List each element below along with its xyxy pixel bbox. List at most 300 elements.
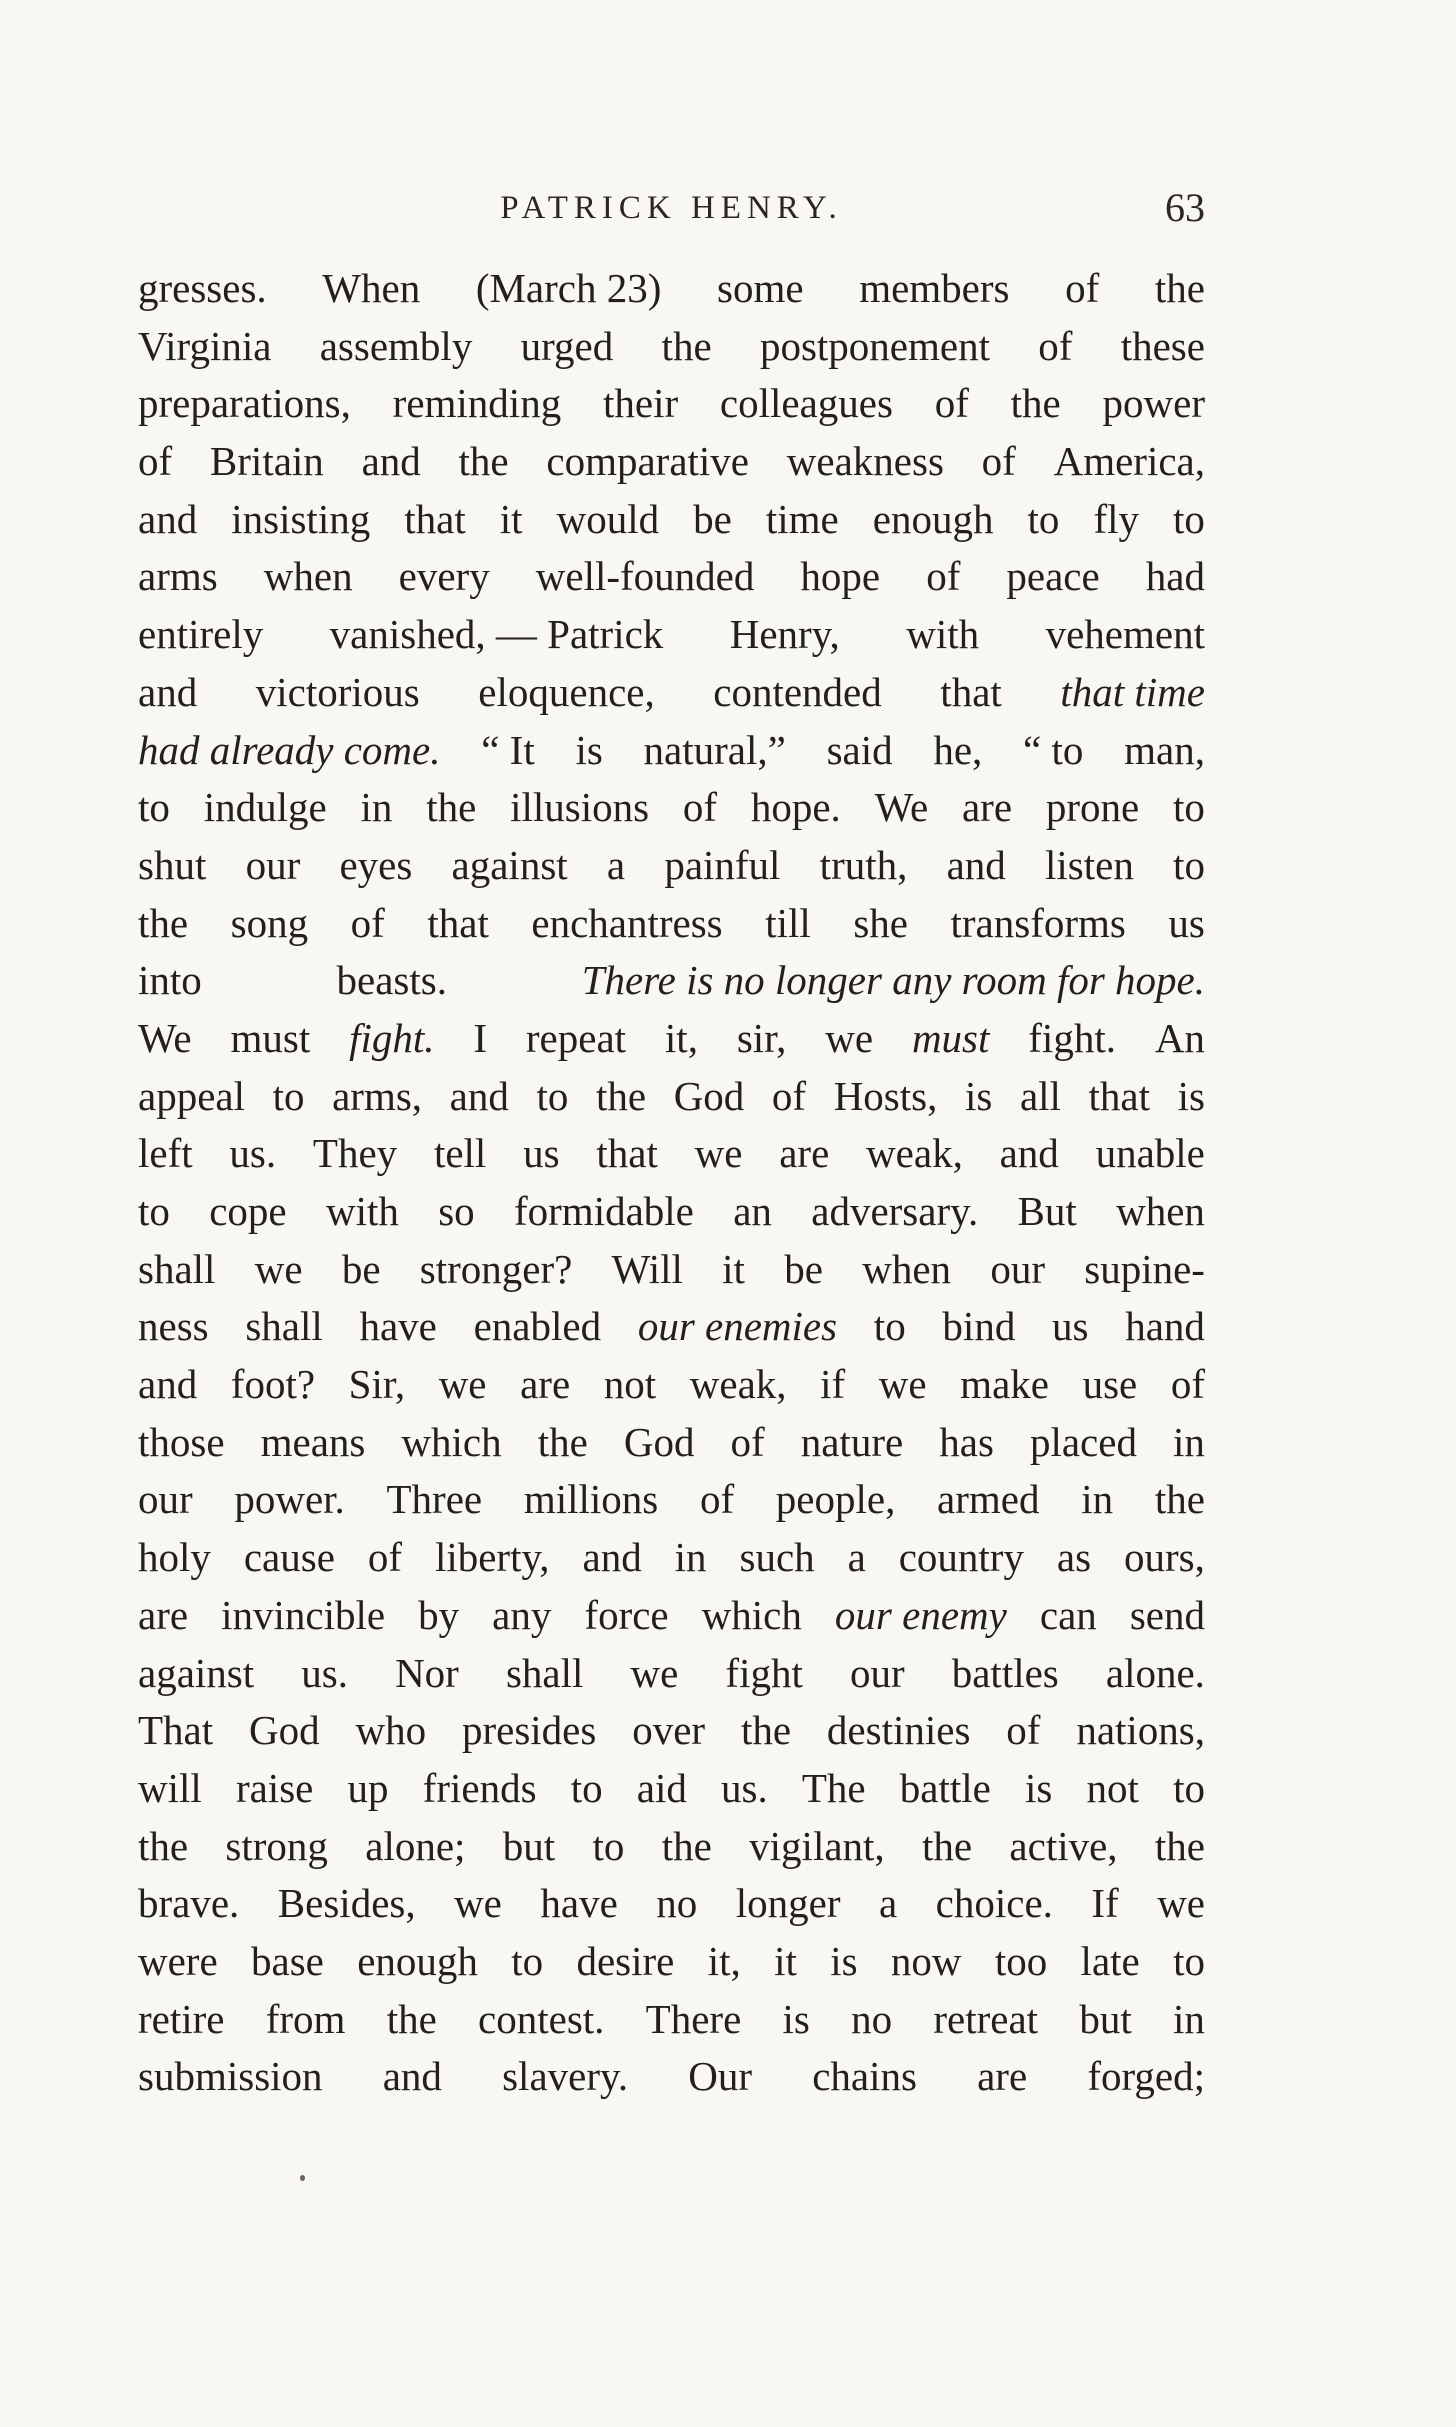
word: presides	[461, 1707, 597, 1754]
word: our	[245, 841, 301, 888]
word: are	[520, 1361, 571, 1408]
italic-phrase: that time	[1060, 668, 1205, 715]
word: victorious	[255, 668, 420, 715]
word: against	[451, 841, 568, 888]
italic-phrase: our enemies	[637, 1303, 838, 1350]
word: us	[523, 1130, 560, 1177]
word: arms,	[332, 1072, 423, 1119]
text-line	[138, 1702, 1205, 1760]
word: up	[347, 1764, 389, 1811]
word: Three	[386, 1476, 483, 1523]
word: is	[1025, 1764, 1053, 1811]
running-title: PATRICK HENRY.	[500, 190, 843, 226]
word: hope	[800, 553, 881, 600]
word: retire	[138, 1995, 225, 2042]
word: it,	[664, 1014, 698, 1061]
text-line	[138, 2048, 1205, 2106]
word: fight	[725, 1649, 803, 1696]
word: God	[673, 1072, 745, 1119]
text-line	[138, 664, 1205, 722]
text-line	[138, 1991, 1205, 2049]
text-line	[138, 1471, 1205, 1529]
word: now	[890, 1937, 962, 1984]
word: it	[499, 495, 523, 542]
word: alone;	[365, 1822, 466, 1869]
word: Our	[688, 2053, 753, 2100]
word: slavery.	[502, 2053, 629, 2100]
word: of	[367, 1534, 402, 1581]
text-line	[138, 1241, 1205, 1299]
word: and	[449, 1072, 509, 1119]
word: retreat	[933, 1995, 1039, 2042]
italic-phrase: There is no longer any room for hope.	[581, 957, 1205, 1004]
word: of	[138, 438, 173, 485]
word: Virginia	[138, 322, 272, 369]
word: foot?	[230, 1361, 316, 1408]
word: send	[1129, 1591, 1205, 1638]
word: are	[138, 1591, 189, 1638]
word: the	[426, 784, 477, 831]
word: our	[849, 1649, 905, 1696]
word: to	[536, 1072, 569, 1119]
word: indulge	[203, 784, 327, 831]
word: peace	[1006, 553, 1100, 600]
word: bind	[942, 1303, 1016, 1350]
word: stronger?	[419, 1245, 573, 1292]
italic-phrase: fight.	[349, 1014, 435, 1061]
word: she	[853, 899, 908, 946]
word: their	[602, 380, 679, 427]
word: we	[878, 1361, 927, 1408]
word: When	[322, 265, 421, 311]
word: as	[1056, 1534, 1092, 1581]
word: people,	[775, 1476, 896, 1523]
word: cause	[243, 1534, 335, 1581]
word: weakness	[786, 438, 944, 485]
word: song	[230, 899, 309, 946]
text-line	[138, 1760, 1205, 1818]
word: God	[623, 1418, 695, 1465]
word: to	[1027, 495, 1060, 542]
word: ours,	[1124, 1534, 1205, 1581]
word: Hosts,	[833, 1072, 938, 1119]
text-line	[138, 1587, 1205, 1645]
word: and	[138, 668, 198, 715]
text-line	[138, 491, 1205, 549]
word: of	[981, 438, 1016, 485]
word: in	[1173, 1418, 1205, 1465]
word: vigilant,	[749, 1822, 885, 1869]
italic-phrase: had already come.	[138, 726, 441, 773]
word: weak,	[866, 1130, 963, 1177]
word: to	[570, 1764, 603, 1811]
word: to	[1173, 1937, 1205, 1984]
word: But	[1017, 1188, 1077, 1234]
word: and	[382, 2053, 442, 2100]
word: gresses.	[138, 265, 267, 311]
word: we	[694, 1130, 743, 1177]
word: Britain	[209, 438, 324, 485]
text-line	[138, 375, 1205, 433]
word: use	[1082, 1361, 1138, 1408]
word: he,	[933, 726, 983, 773]
word: beasts.	[336, 957, 447, 1004]
word: can	[1039, 1591, 1097, 1638]
word: every	[398, 553, 490, 600]
text-line	[138, 1645, 1205, 1703]
word: with	[325, 1188, 399, 1234]
word: of	[699, 1476, 735, 1523]
word: the	[138, 899, 189, 946]
word: when	[1116, 1188, 1205, 1234]
word: colleagues	[719, 380, 893, 427]
word: make	[960, 1361, 1049, 1408]
word: contest.	[478, 1995, 605, 2042]
word: An	[1154, 1014, 1205, 1061]
word: I	[473, 1014, 488, 1061]
word: we	[825, 1014, 874, 1061]
word: us.	[721, 1764, 768, 1811]
word: to	[1173, 784, 1205, 831]
word: fly	[1093, 495, 1139, 542]
word: base	[251, 1937, 324, 1984]
word: urged	[520, 322, 614, 369]
word: a	[606, 841, 626, 888]
word: time	[765, 495, 839, 542]
word: but	[1079, 1995, 1132, 2042]
word: be	[784, 1245, 823, 1292]
word: strong	[225, 1822, 328, 1869]
word: some	[717, 265, 804, 311]
word: to	[272, 1072, 305, 1119]
word: no	[656, 1880, 698, 1927]
word: unable	[1095, 1130, 1205, 1177]
word: shall	[245, 1303, 323, 1350]
word: We	[138, 1014, 192, 1061]
word: of	[730, 1418, 765, 1465]
word: our	[138, 1476, 193, 1523]
word: to	[1173, 1764, 1205, 1811]
word: There	[645, 1995, 742, 2042]
word: eyes	[339, 841, 413, 888]
text-line	[138, 1125, 1205, 1183]
word: forged;	[1087, 2053, 1205, 2100]
word: Nor	[395, 1649, 459, 1696]
word: against	[138, 1649, 255, 1696]
italic-phrase: must	[911, 1014, 990, 1061]
word: not	[603, 1361, 657, 1408]
word: be	[341, 1245, 381, 1292]
word: enough	[357, 1937, 478, 1984]
word: we	[254, 1245, 303, 1292]
word: it,	[707, 1937, 741, 1984]
word: enabled	[473, 1303, 602, 1350]
word: us	[1052, 1303, 1089, 1350]
word: preparations,	[138, 380, 351, 427]
text-line	[138, 837, 1205, 895]
word: formidable	[514, 1188, 694, 1234]
word: of	[1038, 322, 1073, 369]
word: the	[922, 1822, 973, 1869]
text-line	[138, 1298, 1205, 1356]
word: had	[1145, 553, 1205, 600]
word: those	[138, 1418, 225, 1465]
word: us.	[301, 1649, 348, 1696]
word: desire	[576, 1937, 675, 1984]
word: to	[1173, 841, 1205, 888]
word: have	[359, 1303, 437, 1350]
word: has	[939, 1418, 994, 1465]
word: painful	[664, 841, 781, 888]
word: till	[765, 899, 811, 946]
word: armed	[937, 1476, 1040, 1523]
word: our	[990, 1245, 1045, 1292]
word: America,	[1053, 438, 1205, 485]
word: They	[312, 1130, 398, 1177]
word: must	[230, 1014, 311, 1061]
word: that	[940, 668, 1002, 715]
word: eloquence,	[478, 668, 655, 715]
text-line	[138, 1818, 1205, 1876]
word: enough	[872, 495, 994, 542]
word: us.	[229, 1130, 277, 1177]
word: a	[847, 1534, 866, 1581]
word: by	[418, 1591, 460, 1638]
word: late	[1080, 1937, 1140, 1984]
word: it	[774, 1937, 797, 1984]
word: liberty,	[434, 1534, 550, 1581]
word: cope	[209, 1188, 287, 1234]
word: postponement	[759, 322, 990, 369]
word: and	[361, 438, 421, 485]
word: the	[1154, 1822, 1205, 1869]
word: to	[138, 1188, 170, 1234]
word: we	[630, 1649, 679, 1696]
word: we	[438, 1361, 487, 1408]
word: power.	[234, 1476, 345, 1523]
word: the	[1154, 265, 1205, 311]
word: to	[873, 1303, 906, 1350]
word: repeat	[525, 1014, 627, 1061]
word: power	[1102, 380, 1205, 427]
word: in	[1081, 1476, 1114, 1523]
word: enchantress	[531, 899, 723, 946]
word: comparative	[546, 438, 750, 485]
word: to	[511, 1937, 544, 1984]
text-line	[138, 779, 1205, 837]
text-line	[138, 1933, 1205, 1991]
word: of	[1006, 1707, 1041, 1754]
word: entirely	[138, 611, 264, 658]
page-number: 63	[1165, 185, 1205, 230]
word: of	[1065, 265, 1100, 311]
word: assembly	[319, 322, 473, 369]
word: arms	[138, 553, 218, 600]
word: that	[1088, 1072, 1151, 1119]
word: God	[249, 1707, 320, 1754]
word: We	[874, 784, 929, 831]
word: weak,	[689, 1361, 787, 1408]
word: destinies	[826, 1707, 971, 1754]
word: chains	[812, 2053, 917, 2100]
word: when	[862, 1245, 952, 1292]
word: the	[740, 1707, 792, 1754]
word: invincible	[221, 1591, 386, 1638]
word: battles	[951, 1649, 1059, 1696]
text-line	[138, 606, 1205, 664]
word: that	[596, 1130, 658, 1177]
word: but	[502, 1822, 556, 1869]
word: to	[592, 1822, 625, 1869]
body-text	[138, 260, 1205, 2106]
word: the	[458, 438, 509, 485]
word: submission	[138, 2053, 323, 2100]
word: members	[859, 265, 1010, 311]
word: active,	[1009, 1822, 1118, 1869]
word: the	[386, 1995, 437, 2042]
word: any	[492, 1591, 552, 1638]
text-line	[138, 1010, 1205, 1068]
word: “ It	[481, 726, 535, 773]
word: us	[1168, 899, 1205, 946]
word: and	[138, 495, 198, 542]
word: in	[1172, 1995, 1205, 2042]
text-line	[138, 895, 1205, 953]
word: said	[826, 726, 893, 773]
word: in	[674, 1534, 707, 1581]
text-line	[138, 1414, 1205, 1472]
word: Besides,	[277, 1880, 416, 1927]
word: not	[1086, 1764, 1139, 1811]
word: with	[906, 611, 980, 658]
word: adversary.	[811, 1188, 979, 1234]
word: too	[994, 1937, 1048, 1984]
word: aid	[636, 1764, 687, 1811]
word: all	[1019, 1072, 1061, 1119]
word: so	[438, 1188, 475, 1234]
word: the	[1010, 380, 1061, 427]
word: transforms	[950, 899, 1126, 946]
word: an	[733, 1188, 772, 1234]
word: in	[360, 784, 393, 831]
word: it	[722, 1245, 745, 1292]
word: the	[537, 1418, 588, 1465]
word: is	[1177, 1072, 1205, 1119]
text-line	[138, 1356, 1205, 1414]
word: into	[138, 957, 202, 1004]
word: the	[1154, 1476, 1205, 1523]
word: nations,	[1076, 1707, 1205, 1754]
word: such	[739, 1534, 815, 1581]
word: millions	[523, 1476, 659, 1523]
ink-speck	[300, 2175, 305, 2181]
word: Will	[611, 1245, 683, 1292]
word: ness	[138, 1303, 209, 1350]
word: truth,	[819, 841, 908, 888]
word: of	[1170, 1361, 1205, 1408]
word: no	[851, 1995, 893, 2042]
word: of	[682, 784, 718, 831]
word: and	[582, 1534, 642, 1581]
word: tell	[433, 1130, 487, 1177]
running-head	[138, 178, 1205, 238]
word: illusions	[510, 784, 650, 831]
word: that	[427, 899, 489, 946]
word: fight.	[1028, 1014, 1116, 1061]
word: these	[1120, 322, 1205, 369]
word: sir,	[736, 1014, 787, 1061]
text-line	[138, 1529, 1205, 1587]
word: of	[350, 899, 385, 946]
word: who	[355, 1707, 427, 1754]
word: man,	[1124, 726, 1205, 773]
word: prone	[1045, 784, 1140, 831]
text-line	[138, 952, 1205, 1010]
word: longer	[735, 1880, 841, 1927]
word: have	[540, 1880, 618, 1927]
word: nature	[800, 1418, 904, 1465]
word: when	[263, 553, 353, 600]
word: we	[1157, 1880, 1205, 1927]
text-line	[138, 318, 1205, 376]
word: raise	[235, 1764, 314, 1811]
word: appeal	[138, 1072, 245, 1119]
word: force	[584, 1591, 669, 1638]
word: of	[771, 1072, 807, 1119]
word: brave.	[138, 1880, 240, 1927]
word: is	[575, 726, 603, 773]
word: of	[934, 380, 969, 427]
word: means	[260, 1418, 366, 1465]
word: to	[138, 784, 170, 831]
word: is	[964, 1072, 993, 1119]
word: vehement	[1045, 611, 1205, 658]
word: contended	[713, 668, 882, 715]
word: to	[1173, 495, 1205, 542]
text-line	[138, 722, 1205, 780]
text-line	[138, 1875, 1205, 1933]
word: the	[661, 1822, 712, 1869]
word: That	[138, 1707, 214, 1754]
word: well-founded	[535, 553, 755, 600]
word: hope.	[750, 784, 841, 831]
word: from	[265, 1995, 346, 2042]
text-line	[138, 1183, 1205, 1241]
word: of	[926, 553, 961, 600]
word: is	[830, 1937, 858, 1984]
word: and	[999, 1130, 1059, 1177]
word: choice.	[935, 1880, 1053, 1927]
word: which	[401, 1418, 502, 1465]
word: the	[138, 1822, 189, 1869]
word: natural,”	[643, 726, 786, 773]
word: shut	[138, 841, 207, 888]
word: “ to	[1023, 726, 1084, 773]
word: listen	[1045, 841, 1134, 888]
text-line	[138, 548, 1205, 606]
word: alone.	[1105, 1649, 1205, 1696]
word: battle	[899, 1764, 991, 1811]
word: over	[632, 1707, 706, 1754]
word: if	[820, 1361, 846, 1408]
word: insisting	[231, 495, 371, 542]
word: country	[898, 1534, 1024, 1581]
word: friends	[422, 1764, 537, 1811]
word: left	[138, 1130, 193, 1177]
word: (March 23)	[475, 265, 662, 311]
word: The	[801, 1764, 866, 1811]
word: hand	[1125, 1303, 1205, 1350]
